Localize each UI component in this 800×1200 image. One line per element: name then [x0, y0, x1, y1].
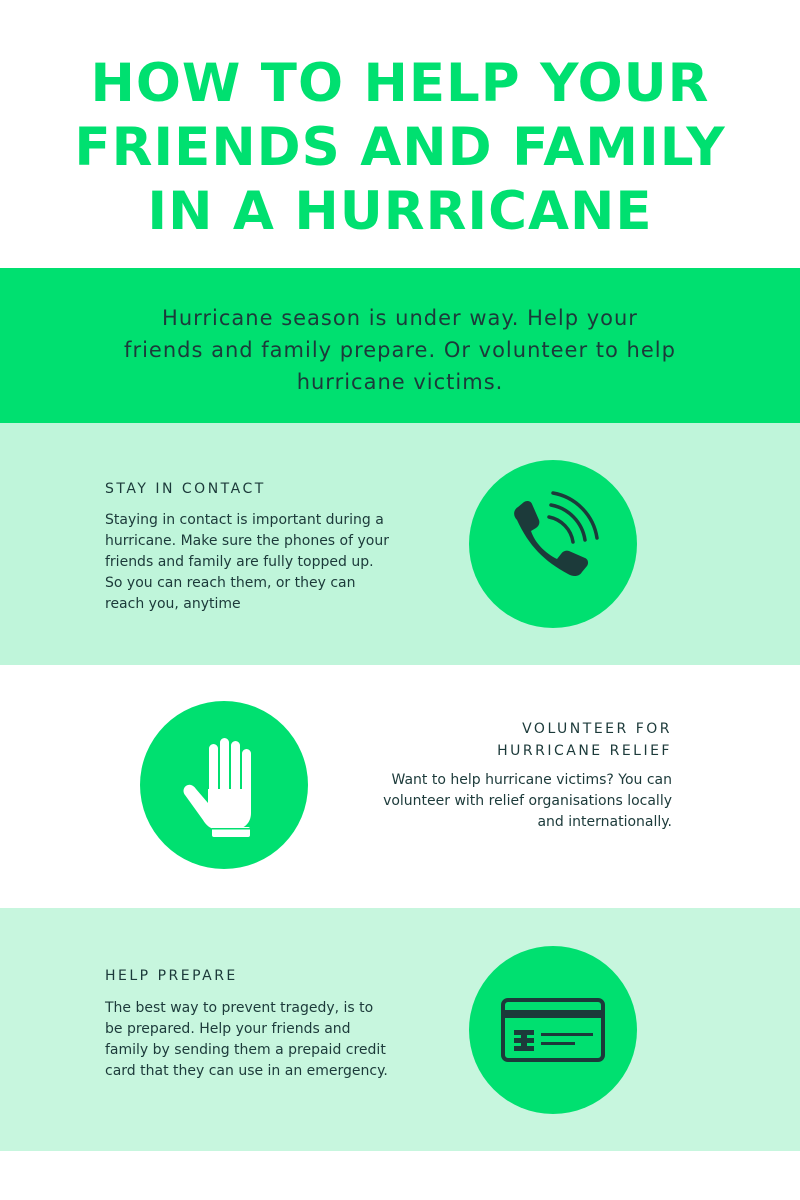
- section-heading-help-prepare: HELP PREPARE: [105, 968, 238, 984]
- section-heading-volunteer: [372, 718, 672, 762]
- section-body-volunteer: Want to help hurricane victims? You can volunteer with relief organisations locally and internationally.: [383, 772, 672, 830]
- title-line-1: HOW TO HELP YOUR: [90, 53, 710, 114]
- section-heading-volunteer-line-2: HURRICANE RELIEF: [497, 743, 672, 759]
- section-body-stay-in-contact: Staying in contact is important during a hurricane. Make sure the phones of your friends and family are fully topped up. So you can reach them, or they can reach you, anytime: [105, 512, 389, 612]
- hand-icon: [140, 701, 308, 869]
- page-title: [0, 52, 800, 244]
- title-line-2: FRIENDS AND FAMILY: [74, 117, 726, 178]
- section-body-help-prepare: The best way to prevent tragedy, is to be prepared. Help your friends and family by sending them a prepaid credit card that they can use in an emergency.: [105, 1000, 388, 1079]
- title-line-3: IN A HURRICANE: [147, 181, 653, 242]
- credit-card-icon: [469, 946, 637, 1114]
- section-heading-volunteer-line-1: VOLUNTEER FOR: [522, 721, 672, 737]
- phone-icon: [469, 460, 637, 628]
- intro-text: Hurricane season is under way. Help your friends and family prepare. Or volunteer to help hurricane victims.: [124, 306, 676, 394]
- section-heading-stay-in-contact: STAY IN CONTACT: [105, 481, 266, 497]
